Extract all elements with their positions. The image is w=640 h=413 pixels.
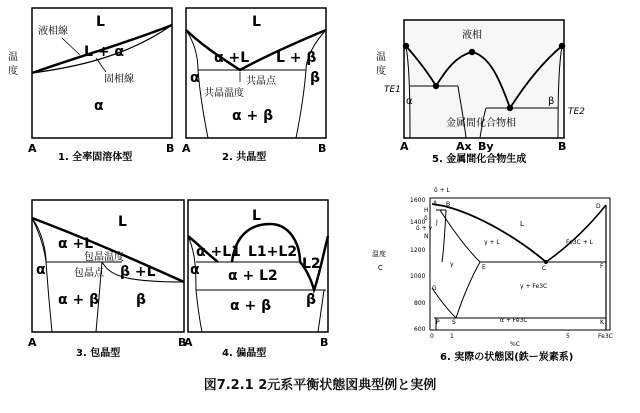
liquidus-leader-line xyxy=(62,38,80,55)
panel6-x-tick-1: 1 xyxy=(450,333,454,340)
panel6-point-a: A xyxy=(433,200,438,207)
panel5-alpha-label: α xyxy=(406,96,413,107)
panel-intermetallic xyxy=(376,20,585,165)
panel3-liquidus-curve xyxy=(32,218,184,282)
panel4-beta-solvus xyxy=(318,290,324,332)
panel6-x-axis-label: %C xyxy=(510,341,520,348)
panel3-frame xyxy=(32,200,184,332)
panel4-alpha-l2-label: α + L2 xyxy=(228,268,278,284)
panel1-axis-a: A xyxy=(28,142,37,155)
panel6-region-delta-gamma: δ + γ xyxy=(416,225,433,232)
panel-peritectic xyxy=(28,200,186,359)
panel3-axis-a: A xyxy=(28,336,37,349)
panel5-te2-label: TE2 xyxy=(568,107,585,117)
panel2-l-beta-label: L + β xyxy=(276,50,317,66)
panel5-eutectic-point-1 xyxy=(433,83,439,89)
panel1-alpha-label: α xyxy=(94,98,104,114)
panel5-temp-char-1: 温 xyxy=(376,52,386,63)
solidus-label: 固相線 xyxy=(104,74,134,85)
panel6-region-gamma-fe3c: γ + Fe3C xyxy=(520,283,548,290)
panel6-y-tick-600: 600 xyxy=(414,326,426,333)
panel6-point-n: N xyxy=(424,233,429,240)
panel4-axis-a: A xyxy=(184,336,193,349)
panel2-caption: 2. 共晶型 xyxy=(222,152,267,163)
panel6-y-tick-1400: 1400 xyxy=(410,219,426,226)
panel1-mix-label: L + α xyxy=(84,44,125,60)
solidus-leader-line xyxy=(96,58,106,72)
panel5-liquid-label: 液相 xyxy=(462,30,482,41)
panel3-beta-label: β xyxy=(136,292,147,308)
panel2-alpha-beta-label: α + β xyxy=(232,108,274,124)
panel6-y-tick-1200: 1200 xyxy=(410,247,426,254)
panel5-caption: 5. 金属間化合物生成 xyxy=(432,154,527,165)
panel3-alpha-l-label: α +L xyxy=(58,236,94,252)
panel6-region-gamma-l: γ + L xyxy=(484,239,500,246)
panel6-region-fe3c-l: Fe3C + L xyxy=(566,239,594,246)
panel3-liquid-label: L xyxy=(118,214,127,230)
panel-eutectic xyxy=(182,8,326,163)
panel-monotectic xyxy=(184,200,328,359)
panel5-beta-label: β xyxy=(548,96,555,107)
figure-caption: 図7.2.1 2元系平衡状態図典型例と実例 xyxy=(203,378,437,393)
panel5-te1-label: TE1 xyxy=(384,85,401,95)
panel5-axis-ax: Ax xyxy=(456,140,472,153)
panel1-liquid-label: L xyxy=(96,14,105,30)
panel2-axis-b: B xyxy=(318,142,327,155)
panel6-x-tick-0: 0 xyxy=(430,333,434,340)
panel4-caption: 4. 偏晶型 xyxy=(222,348,267,359)
panel6-a3-line xyxy=(432,288,456,318)
liquidus-label: 液相線 xyxy=(38,26,68,37)
panel-complete-solid-solution xyxy=(8,8,174,163)
panel6-x-tick-fe3c: Fe3C xyxy=(598,333,613,340)
panel2-alpha-l-label: α +L xyxy=(214,50,250,66)
panel3-solidus-curve xyxy=(32,218,46,262)
panel5-axis-by: By xyxy=(478,140,494,153)
panel6-point-c-label: C xyxy=(542,265,547,272)
panel5-axis-a: A xyxy=(400,140,409,153)
panel6-acm-line xyxy=(456,262,480,318)
panel6-region-alpha-fe3c: α + Fe3C xyxy=(500,317,528,324)
panel-iron-carbon xyxy=(372,187,613,363)
panel5-compound-melting-point xyxy=(469,49,475,55)
panel6-region-delta: δ xyxy=(424,215,428,222)
panel4-beta-label: β xyxy=(306,292,317,308)
panel6-point-e: E xyxy=(482,264,486,271)
panel6-y-tick-800: 800 xyxy=(414,300,426,307)
panel6-y-tick-1000: 1000 xyxy=(410,273,426,280)
panel6-liquidus-right xyxy=(546,205,606,262)
panel6-point-d: D xyxy=(596,203,601,210)
panel3-alpha-beta-label: α + β xyxy=(58,292,100,308)
panel6-point-h: H xyxy=(424,207,429,214)
peritectic-temp-label: 包晶温度 xyxy=(84,252,124,263)
temp-label-char-2: 度 xyxy=(8,66,18,77)
panel6-region-delta-l: δ + L xyxy=(434,187,450,194)
panel6-caption: 6. 実際の状態図(鉄ー炭素系) xyxy=(440,352,574,363)
panel5-axis-b: B xyxy=(558,140,567,153)
panel6-point-g: G xyxy=(432,285,437,292)
panel5-eutectic-point-2 xyxy=(507,105,513,111)
panel3-beta-l-label: β +L xyxy=(120,264,156,280)
panel6-point-j: J xyxy=(436,219,438,226)
panel5-melting-point-b xyxy=(559,43,565,49)
panel3-alpha-label: α xyxy=(36,262,46,278)
panel5-compound-label: 金属間化合物相 xyxy=(446,118,516,129)
eutectic-point-label: 共晶点 xyxy=(246,76,276,87)
panel4-liquid-label: L xyxy=(252,208,261,224)
panel2-beta-label: β xyxy=(310,70,321,86)
panel4-l1-l2-label: L1+L2 xyxy=(248,244,298,260)
panel5-melting-point-a xyxy=(403,43,409,49)
panel1-axis-b: B xyxy=(166,142,175,155)
panel6-point-k: K xyxy=(600,319,604,326)
panel2-alpha-label: α xyxy=(190,70,200,86)
panel3-axis-b: B xyxy=(178,336,187,349)
panel6-y-tick-1600: 1600 xyxy=(410,197,426,204)
peritectic-point-label: 包晶点 xyxy=(74,268,104,279)
panel2-liquid-label: L xyxy=(252,14,261,30)
panel3-caption: 3. 包晶型 xyxy=(76,348,121,359)
panel6-frame xyxy=(430,198,610,330)
panel4-axis-b: B xyxy=(320,336,329,349)
panel4-alpha-l1-label: α +L1 xyxy=(196,244,241,260)
panel5-temp-char-2: 度 xyxy=(376,66,386,77)
panel1-caption: 1. 全率固溶体型 xyxy=(58,152,133,163)
panel6-liquidus-left xyxy=(432,204,546,262)
panel6-y-axis-label: 温度 xyxy=(372,250,386,258)
panel6-point-c xyxy=(544,260,548,264)
panel4-alpha-beta-label: α + β xyxy=(230,298,272,314)
panel4-alpha-label: α xyxy=(190,262,200,278)
panel6-point-f: F xyxy=(600,263,604,270)
panel6-x-tick-5: 5 xyxy=(566,333,570,340)
panel6-region-gamma: γ xyxy=(450,261,454,268)
panel6-region-liquid: L xyxy=(520,220,524,228)
eutectic-temp-label: 共晶温度 xyxy=(204,88,244,99)
temp-label-char-1: 温 xyxy=(8,52,18,63)
panel6-y-unit: C xyxy=(378,264,383,272)
panel6-point-b: B xyxy=(446,201,451,208)
panel2-axis-a: A xyxy=(182,142,191,155)
panel6-point-p: P xyxy=(436,319,440,326)
panel4-l2-label: L2 xyxy=(302,256,321,272)
panel6-point-s: S xyxy=(452,319,456,326)
